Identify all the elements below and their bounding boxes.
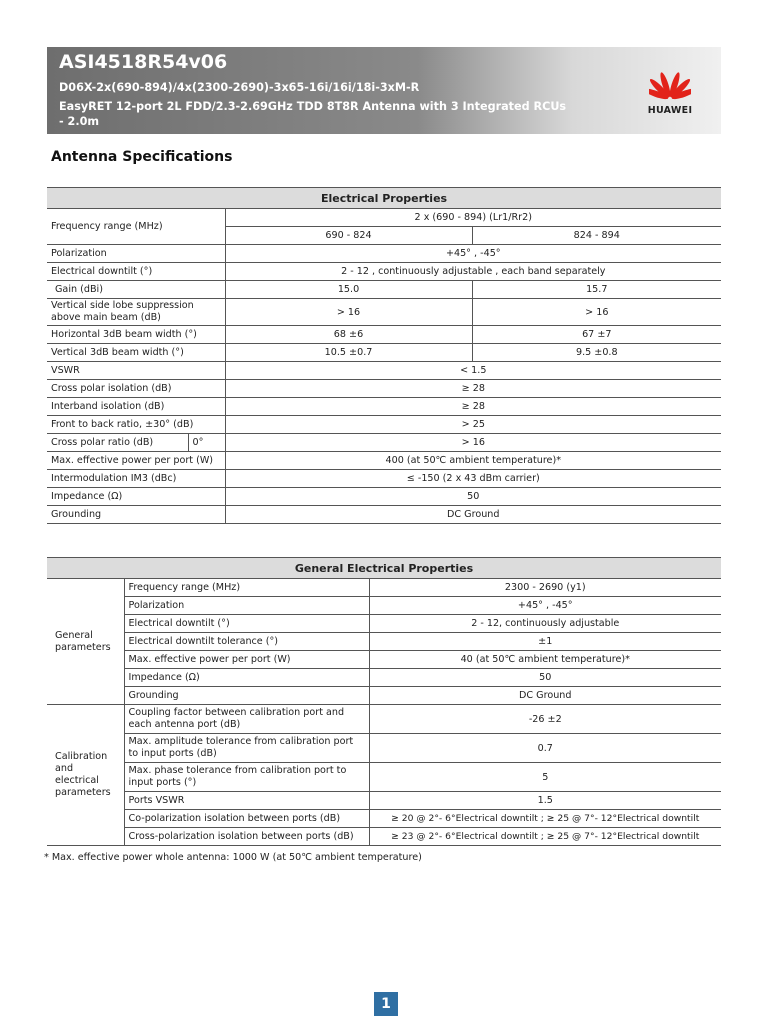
page-number: 1 [374, 992, 398, 1016]
group-label: General parameters [47, 579, 124, 705]
table-heading: Electrical Properties [47, 188, 721, 209]
row-label: Max. effective power per port (W) [124, 651, 369, 669]
cell-value: 9.5 ±0.8 [472, 344, 721, 362]
row-label: Max. effective power per port (W) [47, 452, 225, 470]
cell-value: > 16 [472, 299, 721, 326]
cell-value: 400 (at 50℃ ambient temperature)* [225, 452, 721, 470]
row-label: Cross polar isolation (dB) [47, 380, 225, 398]
row-label: Impedance (Ω) [47, 488, 225, 506]
row-label: Frequency range (MHz) [47, 209, 225, 245]
row-label: Vertical side lobe suppression above main beam (dB) [47, 299, 225, 326]
row-label: Grounding [47, 506, 225, 524]
general-electrical-properties-table [47, 557, 721, 846]
cell-value: > 16 [225, 434, 721, 452]
document-header [47, 47, 721, 134]
model-description: EasyRET 12-port 2L FDD/2.3-2.69GHz TDD 8T8R Antenna with 3 Integrated RCUs - 2.0m [59, 100, 567, 128]
cell-value: 10.5 ±0.7 [225, 344, 472, 362]
section-title: Antenna Specifications [51, 149, 233, 165]
huawei-logo [639, 61, 701, 119]
row-label: Coupling factor between calibration port and each antenna port (dB) [124, 705, 369, 734]
cell-value: 67 ±7 [472, 326, 721, 344]
cell-value: > 25 [225, 416, 721, 434]
cell-value: 5 [369, 763, 721, 792]
cell-value: ±1 [369, 633, 721, 651]
row-label: Front to back ratio, ±30° (dB) [47, 416, 225, 434]
cell-value: 50 [225, 488, 721, 506]
row-label: Frequency range (MHz) [124, 579, 369, 597]
cell-value: 15.0 [225, 281, 472, 299]
cell-value: 824 - 894 [472, 227, 721, 245]
cell-value: 50 [369, 669, 721, 687]
cell-value: DC Ground [369, 687, 721, 705]
row-label: Interband isolation (dB) [47, 398, 225, 416]
cell-value: 68 ±6 [225, 326, 472, 344]
cell-value: -26 ±2 [369, 705, 721, 734]
row-sublabel: 0° [188, 434, 225, 452]
cell-value: < 1.5 [225, 362, 721, 380]
row-label: Electrical downtilt (°) [47, 263, 225, 281]
row-label: Intermodulation IM3 (dBc) [47, 470, 225, 488]
cell-value: 40 (at 50℃ ambient temperature)* [369, 651, 721, 669]
cell-value: 2 - 12 , continuously adjustable , each band separately [225, 263, 721, 281]
cell-value: +45° , -45° [225, 245, 721, 263]
cell-value: 690 - 824 [225, 227, 472, 245]
cell-value: ≥ 20 @ 2°- 6°Electrical downtilt ; ≥ 25 @ 7°- 12°Electrical downtilt [369, 810, 721, 828]
row-label: Ports VSWR [124, 792, 369, 810]
cell-value: > 16 [225, 299, 472, 326]
cell-value: +45° , -45° [369, 597, 721, 615]
row-label: Polarization [47, 245, 225, 263]
footnote: * Max. effective power whole antenna: 1000 W (at 50℃ ambient temperature) [44, 852, 422, 863]
cell-value: ≥ 23 @ 2°- 6°Electrical downtilt ; ≥ 25 @ 7°- 12°Electrical downtilt [369, 828, 721, 846]
row-label: Cross polar ratio (dB) [47, 434, 188, 452]
model-title: ASI4518R54v06 [59, 51, 228, 73]
cell-value: ≤ -150 (2 x 43 dBm carrier) [225, 470, 721, 488]
row-label: Electrical downtilt (°) [124, 615, 369, 633]
cell-value: 2300 - 2690 (y1) [369, 579, 721, 597]
row-label: Max. amplitude tolerance from calibration port to input ports (dB) [124, 734, 369, 763]
cell-value: 1.5 [369, 792, 721, 810]
electrical-properties-table [47, 187, 721, 524]
table-heading: General Electrical Properties [47, 558, 721, 579]
cell-value: DC Ground [225, 506, 721, 524]
cell-value: 2 - 12, continuously adjustable [369, 615, 721, 633]
row-label: VSWR [47, 362, 225, 380]
huawei-petals-icon [649, 61, 691, 103]
row-label: Polarization [124, 597, 369, 615]
row-label: Max. phase tolerance from calibration port to input ports (°) [124, 763, 369, 792]
cell-value: 0.7 [369, 734, 721, 763]
brand-name: HUAWEI [647, 105, 693, 116]
row-label: Electrical downtilt tolerance (°) [124, 633, 369, 651]
cell-value: ≥ 28 [225, 380, 721, 398]
row-label: Horizontal 3dB beam width (°) [47, 326, 225, 344]
row-label: Co-polarization isolation between ports (dB) [124, 810, 369, 828]
cell-value: 2 x (690 - 894) (Lr1/Rr2) [225, 209, 721, 227]
row-label: Grounding [124, 687, 369, 705]
row-label: Impedance (Ω) [124, 669, 369, 687]
cell-value: ≥ 28 [225, 398, 721, 416]
cell-value: 15.7 [472, 281, 721, 299]
row-label: Vertical 3dB beam width (°) [47, 344, 225, 362]
group-label: Calibration and electrical parameters [47, 705, 124, 846]
row-label: Gain (dBi) [47, 281, 225, 299]
row-label: Cross-polarization isolation between ports (dB) [124, 828, 369, 846]
model-code: D06X-2x(690-894)/4x(2300-2690)-3x65-16i/16i/18i-3xM-R [59, 81, 420, 94]
